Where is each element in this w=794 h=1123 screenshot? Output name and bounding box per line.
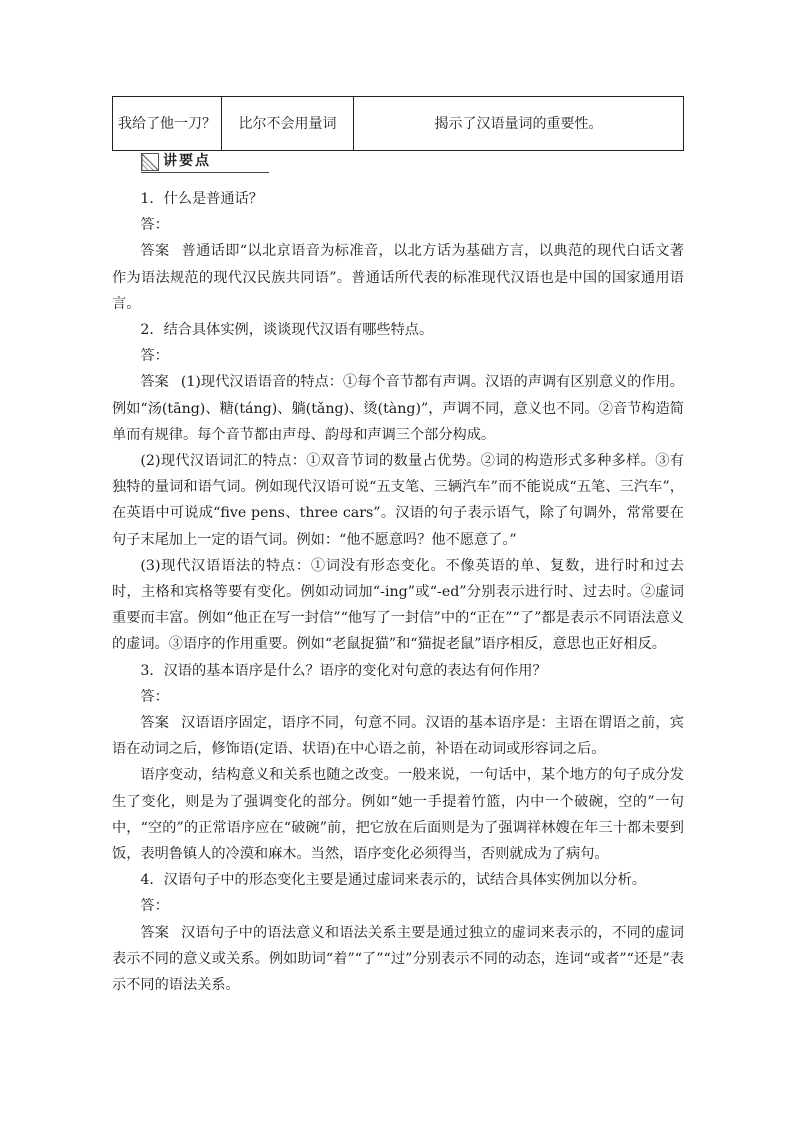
answer-label: 答案 xyxy=(140,374,169,391)
example-table xyxy=(112,96,684,151)
question-3: 3．汉语的基本语序是什么？语序的变化对句意的表达有何作用？ xyxy=(140,662,547,679)
answer-blank-4: 答： xyxy=(140,898,169,915)
answer-3-part-1 xyxy=(112,710,684,762)
question-1: 1．什么是普通话？ xyxy=(140,191,263,207)
cell-text: 揭示了汉语量词的重要性。 xyxy=(434,115,603,132)
cell-text: 我给了他一刀？ xyxy=(118,115,216,132)
question-4: 4．汉语句子中的形态变化主要是通过虚词来表示的，试结合具体实例加以分析。 xyxy=(140,872,646,889)
answer-2-part-2: (2)现代汉语词汇的特点：①双音节词的数量占优势。②词的构造形式多种多样。③有独特的量词和语气词。例如现代汉语可说“五支笔、三辆汽车”而不能说成“五笔、三汽车”，在英语中可说成“five pens、three cars”。汉语的句子表示语气，除了句调外，常常要在句子末尾加上一定的语气词。例如：“他不愿意吗？他不愿意了。” xyxy=(112,453,684,548)
answer-text: (1)现代汉语语音的特点：①每个音节都有声调。汉语的声调有区别意义的作用。例如“汤(tāng)、糖(táng)、躺(tǎng)、烫(tàng)”，声调不同，意义也不同。②音节构造简单而有规律。每个音节都由声母、韵母和声调三个部分构成。 xyxy=(112,374,684,443)
answer-label: 答案 xyxy=(140,715,170,732)
answer-blank-3: 答： xyxy=(140,688,169,705)
table-cell-character xyxy=(222,97,354,151)
qa-content xyxy=(112,186,684,998)
table-cell-example xyxy=(113,97,222,151)
answer-4 xyxy=(112,920,684,999)
heading-underline xyxy=(141,172,269,173)
question-2: 2．结合具体实例，谈谈现代汉语有哪些特点。 xyxy=(140,322,434,339)
answer-2-part-1 xyxy=(112,369,684,448)
corner-triangle-icon xyxy=(141,153,159,171)
answer-label: 答案 xyxy=(140,243,170,260)
cell-text: 比尔不会用量词 xyxy=(238,115,337,132)
table-cell-significance xyxy=(354,97,684,151)
section-heading xyxy=(141,150,269,172)
section-title: 讲要点 xyxy=(163,153,211,169)
answer-label: 答案 xyxy=(140,924,170,941)
answer-text: 汉语句子中的语法意义和语法关系主要是通过独立的虚词来表示的，不同的虚词表示不同的意义或关系。例如助词“着”“了”“过”分别表示不同的动态，连词“或者”“还是”表示不同的语法关系。 xyxy=(112,924,684,994)
answer-blank-1: 答： xyxy=(140,217,169,234)
answer-text: 汉语语序固定，语序不同，句意不同。汉语的基本语序是：主语在谓语之前，宾语在动词之后，修饰语(定语、状语)在中心语之前，补语在动词或形容词之后。 xyxy=(112,715,684,758)
table-row xyxy=(113,97,684,151)
answer-blank-2: 答： xyxy=(140,348,169,365)
answer-2-part-3: (3)现代汉语语法的特点：①词没有形态变化。不像英语的单、复数，进行时和过去时，主格和宾格等要有变化。例如动词加“-ing”或“-ed”分别表示进行时、过去时。②虚词重要而丰富。例如“他正在写一封信”“他写了一封信”中的“正在”“了”都是表示不同语法意义的虚词。③语序的作用重要。例如“老鼠捉猫”和“猫捉老鼠”语序相反，意思也正好相反。 xyxy=(112,557,684,653)
answer-1 xyxy=(112,238,684,317)
answer-text: 普通话即“以北京语音为标准音，以北方话为基础方言，以典范的现代白话文著作为语法规范的现代汉民族共同语”。普通话所代表的标准现代汉语也是中国的国家通用语言。 xyxy=(112,243,684,312)
answer-3-part-2: 语序变动，结构意义和关系也随之改变。一般来说，一句话中，某个地方的句子成分发生了变化，则是为了强调变化的部分。例如“她一手提着竹篮，内中一个破碗，空的”一句中，“空的”的正常语序应在“破碗”前，把它放在后面则是为了强调祥林嫂在年三十都未要到饭，表明鲁镇人的冷漠和麻木。当然，语序变化必须得当，否则就成为了病句。 xyxy=(112,767,684,863)
